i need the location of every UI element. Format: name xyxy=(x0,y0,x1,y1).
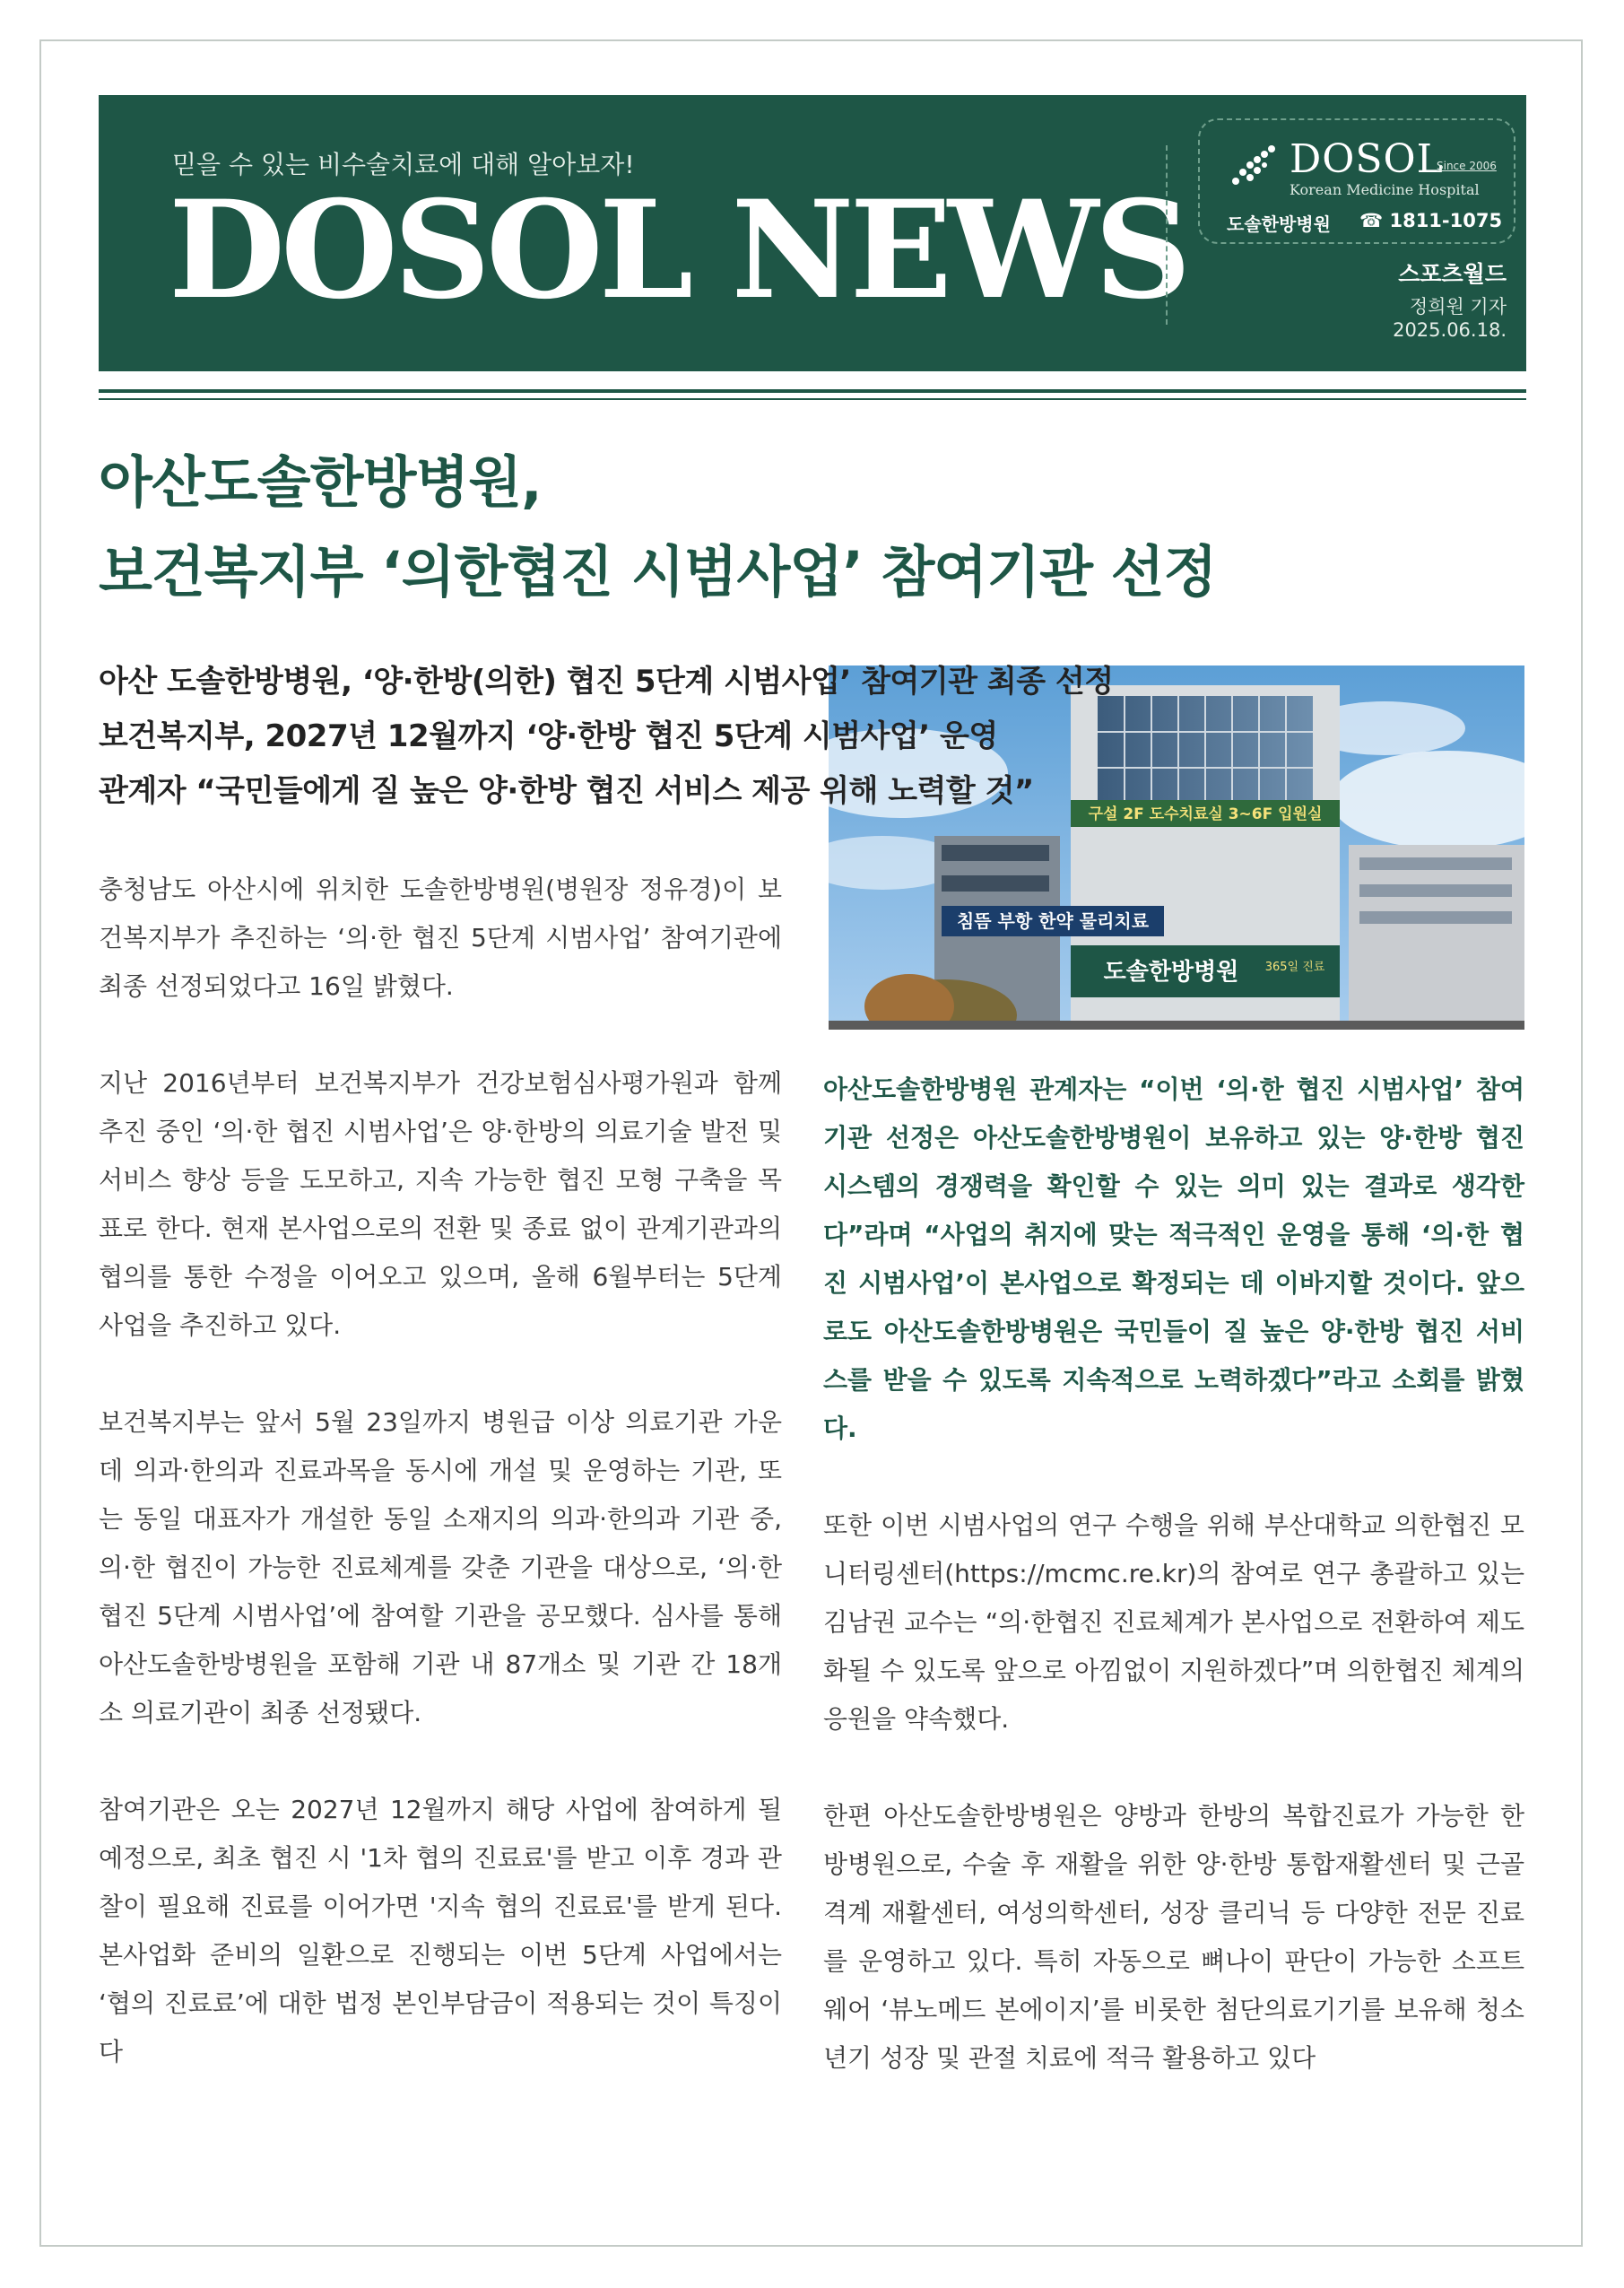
tagline: 믿을 수 있는 비수술치료에 대해 알아보자! xyxy=(172,150,635,179)
subhead-1: 아산 도솔한방병원, ‘양·한방(의한) 협진 5단계 시범사업’ 참여기관 최종 선정 xyxy=(99,664,1114,700)
dosol-logo-icon xyxy=(1232,145,1277,187)
press-info xyxy=(1393,257,1507,341)
article-column-right xyxy=(823,1066,1524,2083)
article-paragraph: 충청남도 아산시에 위치한 도솔한방병원(병원장 정유경)이 보건복지부가 추진하는 ‘의·한 협진 5단계 시범사업’ 참여기관에 최종 선정되었다고 16일 밝혔다. xyxy=(99,874,782,1001)
logo-subtitle: Korean Medicine Hospital xyxy=(1290,181,1480,198)
press-date: 2025.06.18. xyxy=(1393,319,1507,341)
logo-phone: ☎ 1811-1075 xyxy=(1359,210,1503,231)
press-name: 스포츠월드 xyxy=(1398,261,1507,287)
header-banner xyxy=(99,95,1526,371)
header-rule-thin xyxy=(99,398,1526,400)
photo-small-sign: 365일 진료 xyxy=(1264,961,1325,974)
article-column-left xyxy=(99,866,782,2076)
subhead-3: 관계자 “국민들에게 질 높은 양·한방 협진 서비스 제공 위해 노력할 것” xyxy=(99,773,1034,809)
headline-line-2: 보건복지부 ‘의한협진 시범사업’ 참여기관 선정 xyxy=(99,539,1217,605)
logo-since: Since 2006 xyxy=(1437,160,1497,172)
press-reporter: 정희원 기자 xyxy=(1409,296,1507,318)
header-divider xyxy=(1166,145,1168,325)
headline xyxy=(99,438,1533,617)
headline-line-1: 아산도솔한방병원, xyxy=(99,449,542,515)
subhead-2: 보건복지부, 2027년 12월까지 ‘양·한방 협진 5단계 시범사업’ 운영 xyxy=(99,718,998,754)
logo-name: DOSOL xyxy=(1290,136,1444,182)
header-rule-thick xyxy=(99,389,1526,393)
article-paragraph: 또한 이번 시범사업의 연구 수행을 위해 부산대학교 의한협진 모니터링센터(https://mcmc.re.kr)의 참여로 연구 총괄하고 있는 김남권 교수는 “의·한협진 진료체계가 본사업으로 전환하여 제도화될 수 있도록 앞으로 아낌없이 지원하겠다”며 의한협진 체계의 응원을 약속했다. xyxy=(823,1510,1524,1734)
subheadlines xyxy=(99,655,1282,819)
article-paragraph: 지난 2016년부터 보건복지부가 건강보험심사평가원과 함께 추진 중인 ‘의·한 협진 시범사업’은 양·한방의 의료기술 발전 및 서비스 향상 등을 도모하고, 지속 가능한 협진 모형 구축을 목표로 한다. 현재 본사업으로의 전환 및 종료 없이 관계기관과의 협의를 통한 수정을 이어오고 있으며, 올해 6월부터는 5단계 사업을 추진하고 있다. xyxy=(99,1068,782,1340)
masthead-title: DOSOL NEWS xyxy=(169,171,1187,329)
photo-main-sign: 도솔한방병원 xyxy=(1103,959,1239,986)
article-paragraph: 참여기관은 오는 2027년 12월까지 해당 사업에 참여하게 될 예정으로, 최초 협진 시 '1차 협의 진료료'를 받고 이후 경과 관찰이 필요해 진료를 이어가면 '지속 협의 진료료'를 받게 된다. 본사업화 준비의 일환으로 진행되는 이번 5단계 사업에서는 ‘협의 진료료’에 대한 법정 본인부담금이 적용되는 것이 특징이다 xyxy=(99,1795,782,2066)
spokesperson-quote: 아산도솔한방병원 관계자는 “이번 ‘의·한 협진 시범사업’ 참여기관 선정은 아산도솔한방병원이 보유하고 있는 양·한방 협진 시스템의 경쟁력을 확인할 수 있는 의미 있는 결과로 생각한다”라며 “사업의 취지에 맞는 적극적인 운영을 통해 ‘의·한 협진 시범사업’이 본사업으로 확정되는 데 이바지할 것이다. 앞으로도 아산도솔한방병원은 국민들이 질 높은 양·한방 협진 서비스를 받을 수 있도록 지속적으로 노력하겠다”라고 소회를 밝혔다. xyxy=(823,1074,1524,1443)
photo-top-sign: 구설 2F 도수치료실 3~6F 입원실 xyxy=(1088,805,1323,823)
article-paragraph: 보건복지부는 앞서 5월 23일까지 병원급 이상 의료기관 가운데 의과·한의과 진료과목을 동시에 개설 및 운영하는 기관, 또는 동일 대표자가 개설한 동일 소재지의 의과·한의과 기관 중, 의·한 협진이 가능한 진료체계를 갖춘 기관을 대상으로, ‘의·한 협진 5단계 시범사업’에 참여할 기관을 공모했다. 심사를 통해 아산도솔한방병원을 포함해 기관 내 87개소 및 기관 간 18개소 의료기관이 최종 선정됐다. xyxy=(99,1407,782,1727)
logo-korean-name: 도솔한방병원 xyxy=(1227,213,1331,235)
article-paragraph: 한편 아산도솔한방병원은 양방과 한방의 복합진료가 가능한 한방병원으로, 수술 후 재활을 위한 양·한방 통합재활센터 및 근골격계 재활센터, 여성의학센터, 성장 클리닉 등 다양한 전문 진료를 운영하고 있다. 특히 자동으로 뼈나이 판단이 가능한 소프트웨어 ‘뷰노메드 본에이지’를 비롯한 첨단의료기기를 보유해 청소년기 성장 및 관절 치료에 적극 활용하고 있다 xyxy=(823,1801,1524,2073)
hospital-logo-box xyxy=(1198,118,1515,244)
photo-side-sign: 침뜸 부항 한약 물리치료 xyxy=(956,910,1150,932)
